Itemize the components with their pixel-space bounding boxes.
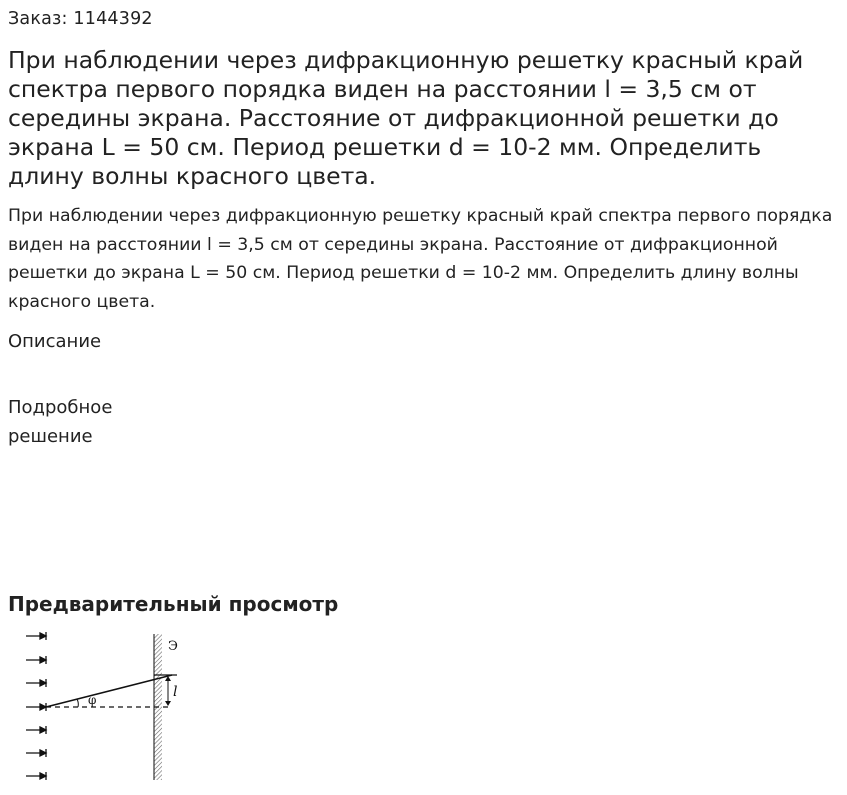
- angle-label: φ: [88, 693, 97, 707]
- diffraction-diagram: [22, 630, 192, 782]
- preview-heading: Предварительный просмотр: [8, 592, 339, 616]
- diffracted-ray: [46, 675, 172, 707]
- incident-rays: [26, 632, 46, 780]
- order-number: Заказ: 1144392: [8, 9, 153, 29]
- problem-description: При наблюдении через дифракционную решетку красный край спектра первого порядка виден на расстоянии l = 3,5 см от середины экрана. Расстояние от дифракционной решетки до экрана L = 50 см. Период решетки d = 10-2 мм. Определить длину волны красного цвета.: [8, 206, 833, 312]
- angle-arc: [77, 699, 78, 707]
- solution-label: Подробное решение: [8, 397, 113, 447]
- page-title: При наблюдении через дифракционную решетку красный край спектра первого порядка виден на расстоянии l = 3,5 см от середины экрана. Расстояние от дифракционной решетки до экрана L = 50 см. Период решетки d = 10-2 мм. Определить длину волны красного цвета.: [8, 46, 804, 190]
- screen-label: Э: [168, 639, 178, 654]
- distance-label: l: [173, 684, 178, 700]
- description-label: Описание: [8, 331, 102, 352]
